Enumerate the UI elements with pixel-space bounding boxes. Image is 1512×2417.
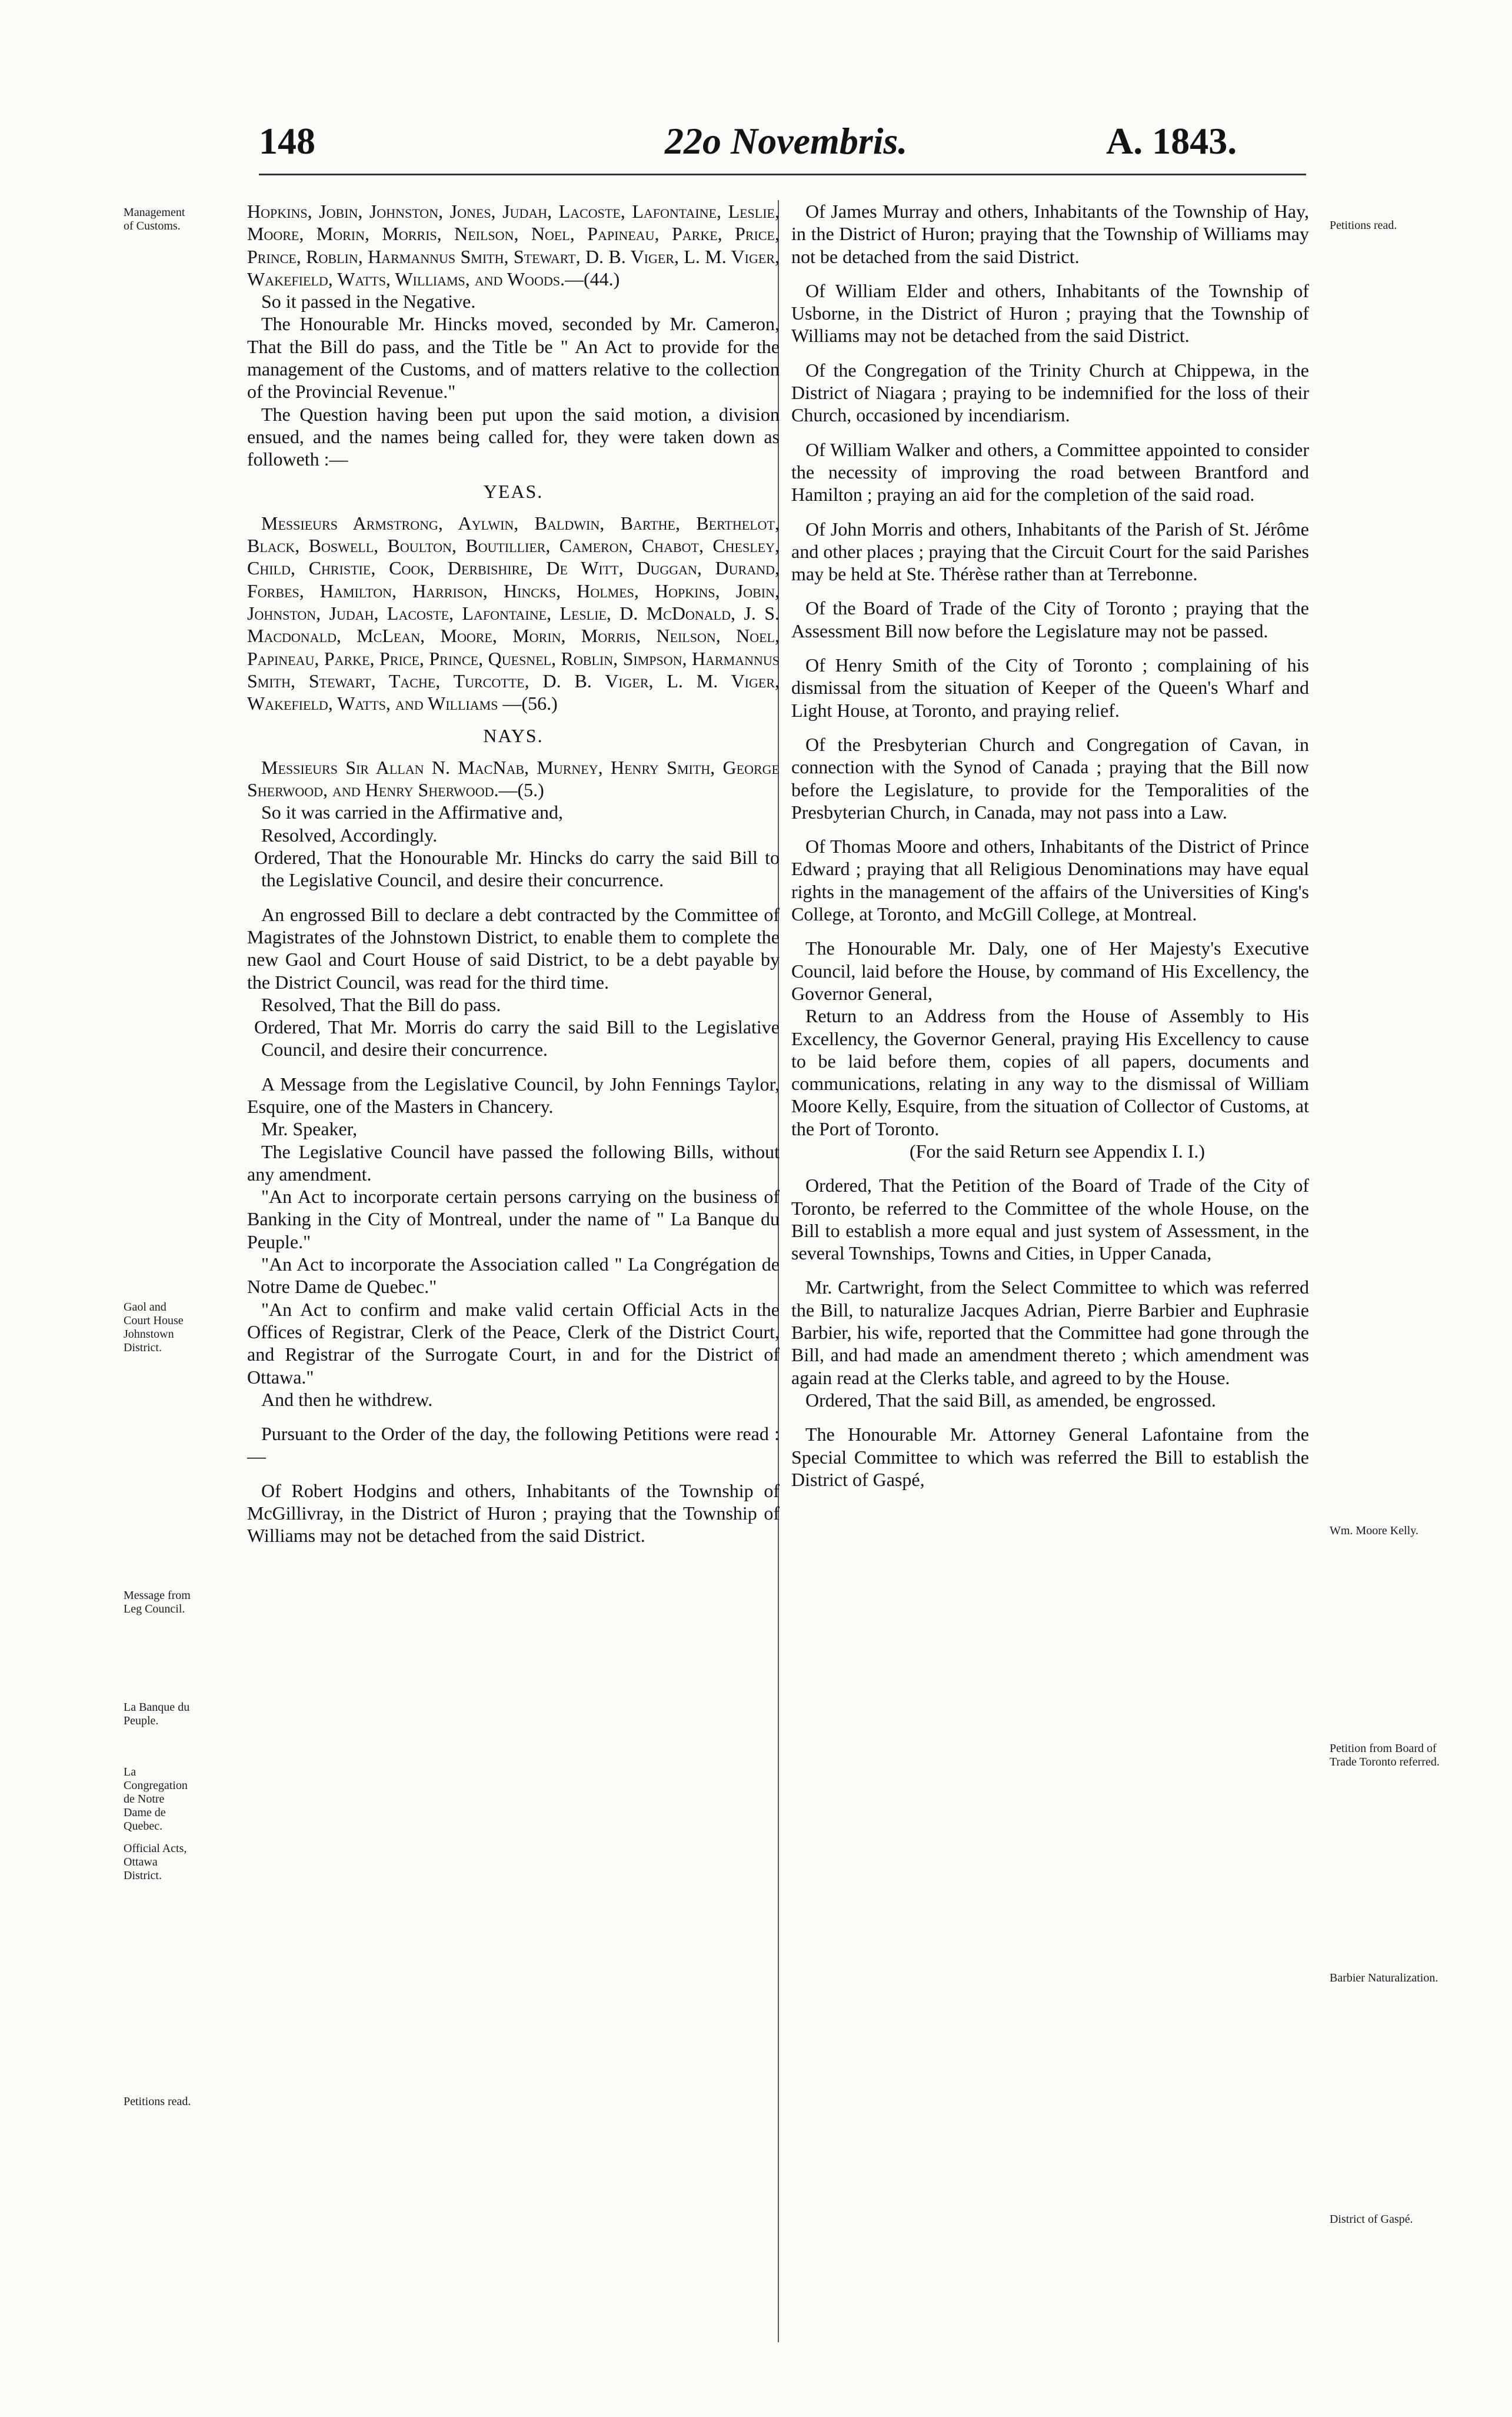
ordered-morris: Ordered, That Mr. Morris do carry the said Bill to the Legislative Council, and desire their concurrence. [254,1016,780,1060]
page-year: A. 1843. [1106,120,1237,162]
petition-hodgins: Of Robert Hodgins and others, Inhabitants of the Township of McGillivray, in the District of Huron ; praying that the Township of Williams may not be detached from the said District. [247,1480,780,1547]
margin-note-petitions-read: Petitions read. [124,2095,191,2108]
petition-trinity-church: Of the Congregation of the Trinity Church at Chippewa, in the District of Niagara ; praying to be indemnified for the loss of their Church, occasioned by incendiarism. [791,359,1309,426]
margin-note-message-leg-council: Message from Leg Council. [124,1589,191,1615]
hincks-motion: The Honourable Mr. Hincks moved, seconded by Mr. Cameron, That the Bill do pass, and the Title be " An Act to provide for the management of the Customs, and of matters relative to the collection of the Provincial Revenue." [247,313,780,403]
margin-note-petitions-read-right: Petitions read. [1330,219,1397,232]
council-passed: The Legislative Council have passed the following Bills, without any amendment. [247,1141,780,1185]
petition-st-jerome: Of John Morris and others, Inhabitants of the Parish of St. Jérôme and other places ; praying that the Circuit Court for the said Parishes may be held at Ste. Thérèse rather than at Terrebonne. [791,518,1309,585]
yeas-list: Messieurs Armstrong, Aylwin, Baldwin, Barthe, Berthelot, Black, Boswell, Boulton, Boutillier, Cameron, Chabot, Chesley, Child, Christie, Cook, Derbishire, De Witt, Duggan, Durand, Forbes, Hamilton, Harrison, Hincks, Holmes, Hopkins, Jobin, Johnston, Judah, Lacoste, Lafontaine, Leslie, D. McDonald, J. S. Macdonald, McLean, Moore, Morin, Morris, Neilson, Noel, Papineau, Parke, Price, Prince, Quesnel, Roblin, Simpson, Harmannus Smith, Stewart, Tache, Turcotte, D. B. Viger, L. M. Viger, Wakefield, Watts, and Williams —(56.) [247,512,780,714]
margin-note-gaol-court-house: Gaol and Court House Johnstown District. [124,1301,184,1354]
petition-murray: Of James Murray and others, Inhabitants of the Township of Hay, in the District of Huron; praying that the Township of Williams may not be detached from the said District. [791,201,1309,267]
bill-congregation: "An Act to incorporate the Association called " La Congrégation de Notre Dame de Quebec." [247,1254,780,1298]
appendix-reference: (For the said Return see Appendix I. I.) [909,1140,1205,1162]
margin-note-barbier-naturalization: Barbier Naturalization. [1330,1971,1438,1984]
affirmative-result: So it was carried in the Affirmative and, [261,802,564,823]
ordered-engrossed: Ordered, That the said Bill, as amended, be engrossed. [805,1389,1216,1411]
question-put: The Question having been put upon the said motion, a division ensued, and the names being called for, they were taken down as followeth :— [247,403,780,470]
page-date: 22o Novembris. [665,120,908,162]
petition-walker: Of William Walker and others, a Committee appointed to consider the necessity of improving the road between Brantford and Hamilton ; praying an aid for the completion of the said road. [791,438,1309,506]
margin-note-petition-board-trade: Petition from Board of Trade Toronto referred. [1330,1742,1440,1768]
resolved-accordingly: Resolved, Accordingly. [261,824,438,846]
withdrew: And then he withdrew. [261,1388,433,1410]
ordered-hincks: Ordered, That the Honourable Mr. Hincks do carry the said Bill to the Legislative Council, and desire their concurrence. [254,847,780,891]
nays-list: Messieurs Sir Allan N. MacNab, Murney, Henry Smith, George Sherwood, and Henry Sherwood.—(5.) [247,756,780,801]
petition-elder: Of William Elder and others, Inhabitants of the Township of Usborne, in the District of Huron ; praying that the Township of Williams may not be detached from the said District. [791,280,1309,347]
petition-thomas-moore: Of Thomas Moore and others, Inhabitants of the District of Prince Edward ; praying that all Religious Denominations may have equal rights in the management of the affairs of the Universities of King's College, at Toronto, and McGill College, at Montreal. [791,836,1309,925]
vote-names-continued: Hopkins, Jobin, Johnston, Jones, Judah, Lacoste, Lafontaine, Leslie, Moore, Morin, Morris, Neilson, Noel, Papineau, Parke, Price, Prince, Roblin, Harmannus Smith, Stewart, D. B. Viger, L. M. Viger, Wakefield, Watts, Williams, and Woods.—(44.) [247,201,780,290]
gaspe-district-bill: The Honourable Mr. Attorney General Lafontaine from the Special Committee to which was referred the Bill to establish the District of Gaspé, [791,1424,1309,1490]
petition-presbyterian: Of the Presbyterian Church and Congregation of Cavan, in connection with the Synod of Canada ; praying that the Bill now before the Legislature, to provide for the Temporalities of the Presbyterian Church, in Canada, may not pass into a Law. [791,733,1309,823]
header-rule [259,174,1306,175]
margin-note-district-gaspe: District of Gaspé. [1330,2213,1413,2226]
left-column [247,200,780,1547]
petition-henry-smith: Of Henry Smith of the City of Toronto ; complaining of his dismissal from the situation of Keeper of the Queen's Wharf and Light House, at Toronto, and praying relief. [791,654,1309,721]
mr-speaker: Mr. Speaker, [261,1118,358,1140]
nays-heading: NAYS. [483,724,544,746]
yeas-heading: YEAS. [483,480,544,502]
petition-board-trade: Of the Board of Trade of the City of Toronto ; praying that the Assessment Bill now before the Legislature may not be passed. [791,597,1309,641]
resolved-pass: Resolved, That the Bill do pass. [261,993,501,1015]
negative-result: So it passed in the Negative. [261,291,476,312]
right-column [791,200,1309,1491]
margin-note-management-customs: Management of Customs. [124,206,185,232]
cartwright-report: Mr. Cartwright, from the Select Committee to which was referred the Bill, to naturalize Jacques Adrian, Pierre Barbier and Euphrasie Barbier, his wife, reported that the Committee had gone through the Bill, and had made an amendment thereto ; which amendment was again read at the Clerks table, and agreed to by the House. [791,1276,1309,1388]
margin-note-la-banque: La Banque du Peuple. [124,1701,190,1727]
page-number: 148 [259,120,315,162]
ordered-board-trade: Ordered, That the Petition of the Board of Trade of the City of Toronto, be referred to the Committee of the whole House, on the Bill to establish a more equal and just system of Assessment, in the several Townships, Towns and Cities, in Upper Canada, [791,1175,1309,1264]
daly-return: The Honourable Mr. Daly, one of Her Majesty's Executive Council, laid before the House, by command of His Excellency, the Governor General, [791,937,1309,1004]
bill-official-acts: "An Act to confirm and make valid certain Official Acts in the Offices of Registrar, Clerk of the Peace, Clerk of the District Court, and Registrar of the Surrogate Court, in and for the District of Ottawa." [247,1298,780,1388]
margin-note-official-acts: Official Acts, Ottawa District. [124,1842,187,1882]
council-message: A Message from the Legislative Council, by John Fennings Taylor, Esquire, one of the Masters in Chancery. [247,1073,780,1117]
margin-note-la-congregation: La Congregation de Notre Dame de Quebec. [124,1766,188,1833]
pursuant-petitions: Pursuant to the Order of the day, the following Petitions were read :— [247,1423,780,1467]
bill-banque: "An Act to incorporate certain persons carrying on the business of Banking in the City of Montreal, under the name of " La Banque du Peuple." [247,1186,780,1252]
margin-note-wm-moore-kelly: Wm. Moore Kelly. [1330,1524,1418,1537]
return-address: Return to an Address from the House of Assembly to His Excellency, the Governor General, praying His Excellency to cause to be laid before them, copies of all papers, documents and communications, relating in any way to the dismissal of William Moore Kelly, Esquire, from the situation of Collector of Customs, at the Port of Toronto. [791,1005,1309,1139]
gaol-bill: An engrossed Bill to declare a debt contracted by the Committee of Magistrates of the Johnstown District, to enable them to complete the new Gaol and Court House of said District, to be a debt payable by the District Council, was read for the third time. [247,903,780,993]
